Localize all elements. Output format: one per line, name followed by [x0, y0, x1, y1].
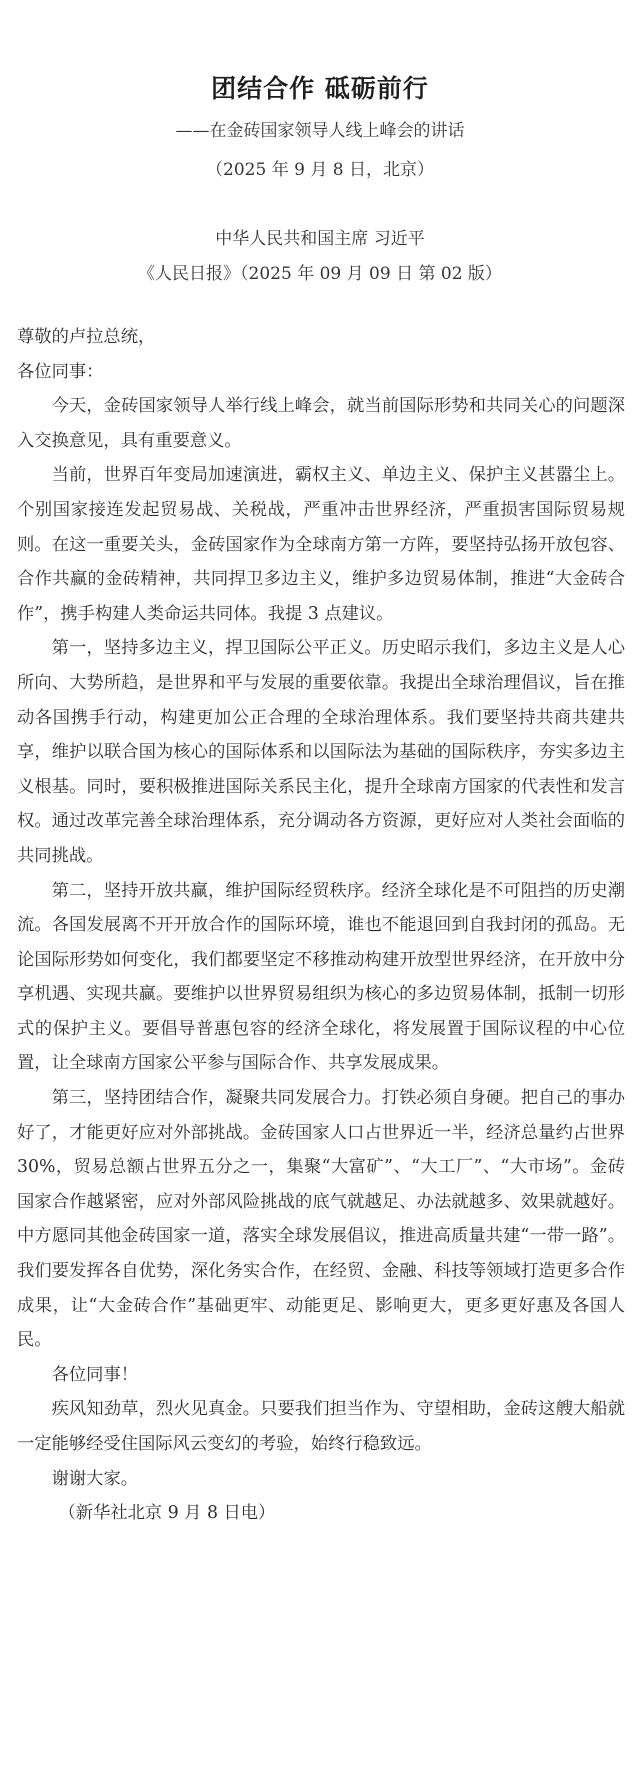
body-paragraph: 疾风知劲草，烈火见真金。只要我们担当作为、守望相助，金砖这艘大船就一定能够经受住国际风云变幻的考验，始终行稳致远。	[17, 1399, 625, 1454]
body-paragraph: 第一，坚持多边主义，捍卫国际公平正义。历史昭示我们，多边主义是人心所向、大势所趋，是世界和平与发展的重要依靠。我提出全球治理倡议，旨在推动各国携手行动，构建更加公正合理的全球治理体系。我们要坚持共商共建共享，维护以联合国为核心的国际体系和以国际法为基础的国际秩序，夯实多边主义根基。同时，要积极推进国际关系民主化，提升全球南方国家的代表性和发言权。通过改革完善全球治理体系，充分调动各方资源，更好应对人类社会面临的共同挑战。	[17, 638, 625, 866]
body-paragraph: 各位同事！	[51, 1364, 139, 1385]
body-paragraph: 当前，世界百年变局加速演进，霸权主义、单边主义、保护主义甚嚣尘上。个别国家接连发起贸易战、关税战，严重冲击世界经济，严重损害国际贸易规则。在这一重要关头，金砖国家作为全球南方第一方阵，要坚持弘扬开放包容、合作共赢的金砖精神，共同捍卫多边主义，维护多边贸易体制，推进“大金砖合作”，携手构建人类命运共同体。我提 3 点建议。	[17, 465, 625, 624]
article-title: 团结合作 砥砺前行	[211, 74, 429, 103]
article-source: 《人民日报》（2025 年 09 月 09 日 第 02 版）	[138, 264, 502, 284]
article-subtitle: ——在金砖国家领导人线上峰会的讲话	[175, 121, 465, 141]
article-dateline: （2025 年 9 月 8 日，北京）	[206, 160, 434, 180]
article-author: 中华人民共和国主席 习近平	[215, 229, 425, 249]
salutation-line: 各位同事：	[17, 361, 104, 382]
article-closing-credit: （新华社北京 9 月 8 日电）	[58, 1503, 276, 1524]
body-paragraph: 谢谢大家。	[51, 1468, 139, 1489]
body-paragraph: 第二，坚持开放共赢，维护国际经贸秩序。经济全球化是不可阻挡的历史潮流。各国发展离不开开放合作的国际环境，谁也不能退回到自我封闭的孤岛。无论国际形势如何变化，我们都要坚定不移推动构建开放型世界经济，在开放中分享机遇、实现共赢。要维护以世界贸易组织为核心的多边贸易体制，抵制一切形式的保护主义。要倡导普惠包容的经济全球化，将发展置于国际议程的中心位置，让全球南方国家公平参与国际合作、共享发展成果。	[17, 880, 625, 1074]
body-paragraph: 第三，坚持团结合作，凝聚共同发展合力。打铁必须自身硬。把自己的事办好了，才能更好应对外部挑战。金砖国家人口占世界近一半，经济总量约占世界 30%，贸易总额占世界五分之一，集聚“大富矿”、“大工厂”、“大市场”。金砖国家合作越紧密，应对外部风险挑战的底气就越足、办法就越多、效果就越好。中方愿同其他金砖国家一道，落实全球发展倡议，推进高质量共建“一带一路”。我们要发挥各自优势，深化务实合作，在经贸、金融、科技等领域打造更多合作成果，让“大金砖合作”基础更牢、动能更足、影响更大，更多更好惠及各国人民。	[17, 1088, 625, 1351]
body-paragraph: 今天，金砖国家领导人举行线上峰会，就当前国际形势和共同关心的问题深入交换意见，具有重要意义。	[17, 396, 625, 451]
article-body	[17, 320, 625, 1531]
salutation-line: 尊敬的卢拉总统，	[17, 327, 156, 347]
